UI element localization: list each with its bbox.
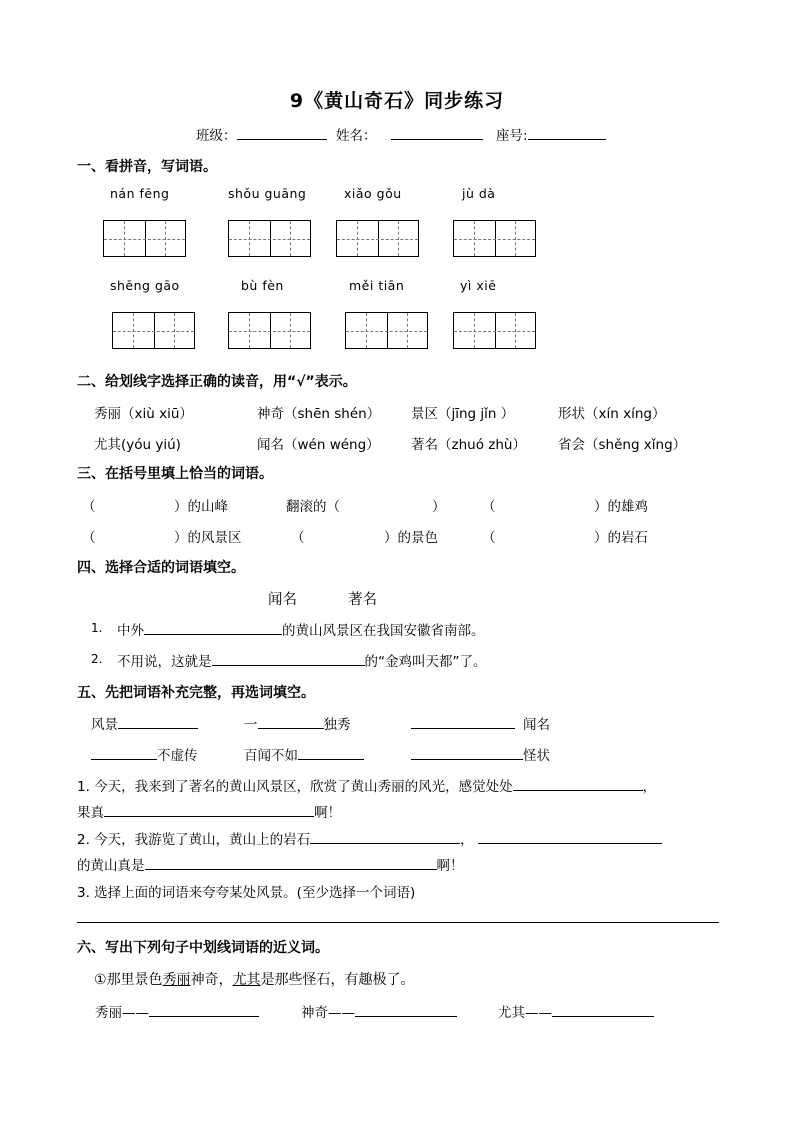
p2-line-1: 2. 今天，我游览了黄山，黄山上的岩石 ， <box>77 828 662 848</box>
section-4-heading: 四、选择合适的词语填空。 <box>77 560 245 576</box>
paren-close[interactable]: ） <box>432 499 446 515</box>
idiom-6-blank[interactable] <box>411 746 523 760</box>
idiom-2-blank[interactable] <box>258 715 324 729</box>
sentence-1: ①那里景色秀丽神奇，尤其是那些怪石，有趣极了。 <box>94 972 415 988</box>
reading-item-2[interactable]: 神奇（shēn shén） <box>257 406 381 422</box>
class-field <box>196 124 327 144</box>
section-1-heading: 一、看拼音，写词语。 <box>77 159 217 175</box>
reading-item-4[interactable]: 形状（xín xíng） <box>558 406 666 422</box>
p1-blank-2[interactable] <box>104 803 314 817</box>
pinyin-5: shēng gāo <box>110 278 180 293</box>
writing-grid-5[interactable] <box>112 312 195 349</box>
idiom-3: 闻名 <box>411 713 550 733</box>
p3-line: 3. 选择上面的词语来夸夸某处风景。(至少选择一个词语) <box>77 885 416 901</box>
writing-grid-8[interactable] <box>453 312 536 349</box>
idiom-5-blank[interactable] <box>298 746 364 760</box>
paren-open[interactable]: （ <box>82 499 96 515</box>
pinyin-6: bù fèn <box>241 278 284 293</box>
underlined-word: 秀丽 <box>162 972 191 988</box>
idiom-4-blank[interactable] <box>91 746 157 760</box>
paren-open[interactable]: （ <box>482 530 496 546</box>
q1-line: 中外 的黄山风景区在我国安徽省南部。 <box>117 623 485 639</box>
section-2-heading: 二、给划线字选择正确的读音，用“√”表示。 <box>77 374 357 390</box>
word-option-1: 闻名 <box>268 592 297 608</box>
writing-grid-3[interactable] <box>336 220 419 257</box>
reading-item-3[interactable]: 景区（jīng jǐn ） <box>411 406 515 422</box>
pinyin-4: jù dà <box>462 186 496 201</box>
pinyin-1: nán fēng <box>110 186 170 201</box>
class-blank[interactable] <box>237 126 327 140</box>
p1-line-1: 1. 今天，我来到了著名的黄山风景区，欣赏了黄山秀丽的风光，感觉处处 ， <box>77 779 657 795</box>
reading-item-6[interactable]: 闻名（wén wéng） <box>257 437 380 453</box>
q1-number: 1. <box>91 621 103 635</box>
synonym-3: 尤其—— <box>498 1001 654 1021</box>
fill-text: ）的山峰 <box>174 499 228 515</box>
section-6-heading: 六、写出下列句子中划线词语的近义词。 <box>77 940 329 956</box>
q1-blank[interactable] <box>144 621 282 635</box>
idiom-2: 一 独秀 <box>244 717 351 733</box>
pinyin-8: yì xiē <box>460 278 497 293</box>
writing-grid-6[interactable] <box>228 312 311 349</box>
idiom-5: 百闻不如 <box>244 744 364 764</box>
idiom-4: 不虚传 <box>91 744 198 764</box>
writing-grid-4[interactable] <box>453 220 536 257</box>
answer-line[interactable] <box>77 922 719 923</box>
pinyin-2: shǒu guāng <box>228 186 307 201</box>
word-option-2: 著名 <box>348 592 377 608</box>
seat-label: 座号: <box>496 128 528 144</box>
paren-open[interactable]: （ <box>82 530 96 546</box>
paren-open[interactable]: （ <box>482 499 496 515</box>
idiom-1-blank[interactable] <box>118 715 198 729</box>
paren-open[interactable]: （ <box>291 530 305 546</box>
section-3-heading: 三、在括号里填上恰当的词语。 <box>77 466 273 482</box>
fill-text: ）的雄鸡 <box>594 499 648 515</box>
writing-grid-7[interactable] <box>345 312 428 349</box>
fill-text: 翻滚的（ <box>286 499 340 515</box>
underlined-word: 尤其 <box>232 972 261 988</box>
writing-grid-1[interactable] <box>103 220 186 257</box>
name-label: 姓名： <box>336 128 377 144</box>
synonym-3-blank[interactable] <box>552 1003 654 1017</box>
name-blank[interactable] <box>391 126 483 140</box>
class-label: 班级： <box>196 128 237 144</box>
name-field <box>336 124 483 144</box>
seat-field <box>496 124 606 144</box>
writing-grid-2[interactable] <box>228 220 311 257</box>
section-5-heading: 五、先把词语补充完整，再选词填空。 <box>77 685 315 701</box>
idiom-1: 风景 <box>91 713 198 733</box>
synonym-1: 秀丽—— <box>95 1001 259 1021</box>
synonym-2-blank[interactable] <box>355 1003 457 1017</box>
reading-item-7[interactable]: 著名（zhuó zhù） <box>411 437 526 453</box>
p2-blank-3[interactable] <box>145 856 437 870</box>
q2-number: 2. <box>91 652 103 666</box>
p2-line-2: 的黄山真是 啊！ <box>77 858 464 874</box>
idiom-6: 怪状 <box>411 744 550 764</box>
p1-line-2: 果真 啊！ <box>77 805 341 821</box>
pinyin-3: xiǎo gǒu <box>344 186 402 201</box>
p2-blank-2[interactable] <box>478 830 662 844</box>
q2-blank[interactable] <box>212 652 365 666</box>
q2-line: 不用说，这就是 的“金鸡叫天都”了。 <box>117 654 487 670</box>
fill-text: ）的风景区 <box>174 530 242 546</box>
seat-blank[interactable] <box>528 126 606 140</box>
p1-blank-1[interactable] <box>513 777 643 791</box>
p2-blank-1[interactable] <box>310 830 460 844</box>
idiom-3-blank[interactable] <box>411 715 515 729</box>
reading-item-5[interactable]: 尤其(yóu yiú) <box>94 437 181 453</box>
fill-text: ）的岩石 <box>594 530 648 546</box>
synonym-1-blank[interactable] <box>149 1003 259 1017</box>
pinyin-7: měi tiān <box>349 278 405 293</box>
synonym-2: 神奇—— <box>301 1001 457 1021</box>
reading-item-1[interactable]: 秀丽（xiù xiū） <box>94 406 193 422</box>
page-title: 9《黄山奇石》同步练习 <box>289 90 505 112</box>
reading-item-8[interactable]: 省会（shěng xǐng） <box>558 437 687 453</box>
fill-text: ）的景色 <box>384 530 438 546</box>
